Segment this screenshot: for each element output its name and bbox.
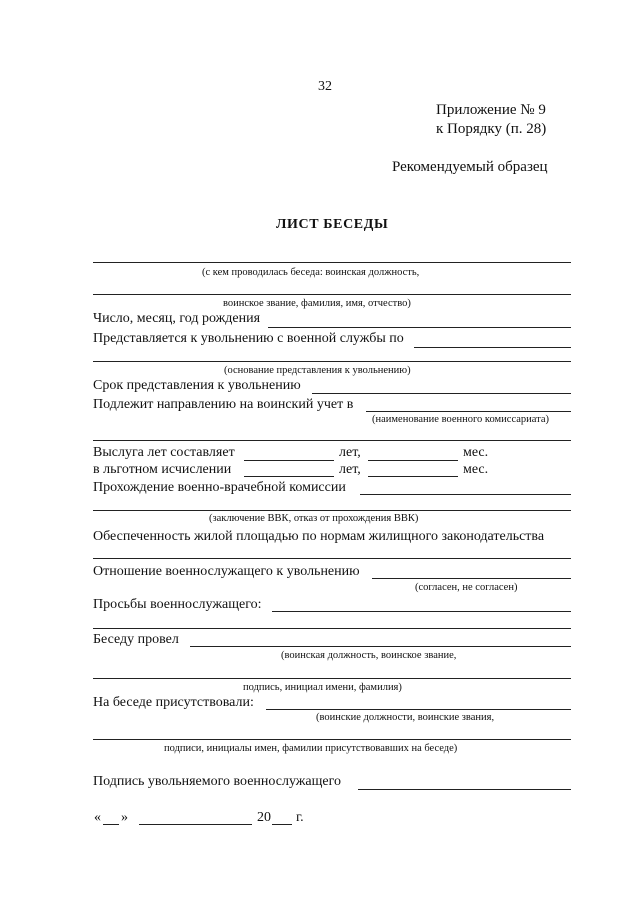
dismissal-term-label: Срок представления к увольнению [93, 378, 301, 393]
service-months-field[interactable] [368, 460, 458, 461]
vvk-line-2[interactable] [93, 510, 571, 511]
agree-caption: (согласен, не согласен) [415, 582, 518, 593]
conducted-by-label: Беседу провел [93, 632, 179, 647]
vvk-label: Прохождение военно-врачебной комиссии [93, 480, 346, 495]
present-sign-line[interactable] [93, 739, 571, 740]
attitude-label: Отношение военнослужащего к увольнению [93, 564, 360, 579]
housing-label: Обеспеченность жилой площадью по нормам жилищного законодательства [93, 529, 545, 544]
month-field[interactable] [139, 824, 252, 825]
requests-field[interactable] [272, 611, 571, 612]
conductor-position-caption: (воинская должность, воинское звание, [281, 650, 457, 661]
appendix-reference: к Порядку (п. 28) [436, 121, 547, 137]
year-prefix: 20 [257, 810, 271, 825]
birth-date-field[interactable] [268, 327, 571, 328]
with-whom-line[interactable] [93, 262, 571, 263]
birth-date-label: Число, месяц, год рождения [93, 311, 261, 326]
signature-field[interactable] [358, 789, 571, 790]
day-field[interactable] [103, 824, 119, 825]
preferential-months-field[interactable] [368, 476, 458, 477]
sample-label: Рекомендуемый образец [392, 159, 548, 175]
service-length-label: Выслуга лет составляет [93, 445, 235, 460]
dismissal-term-field[interactable] [312, 393, 571, 394]
preferential-months-unit: мес. [463, 462, 489, 477]
commissariat-caption: (наименование военного комиссариата) [372, 414, 550, 425]
requests-label: Просьбы военнослужащего: [93, 597, 262, 612]
registration-line-2[interactable] [93, 440, 571, 441]
dismissal-basis-line[interactable] [93, 361, 571, 362]
appendix-number: Приложение № 9 [436, 102, 546, 118]
preferential-label: в льготном исчислении [93, 462, 232, 477]
quote-open: « [94, 810, 101, 825]
service-months-unit: мес. [463, 445, 489, 460]
present-signs-caption: подписи, инициалы имен, фамилии присутствовавших на беседе) [164, 743, 458, 754]
service-years-unit: лет, [339, 445, 361, 460]
conductor-sign-caption: подпись, инициал имени, фамилия) [243, 682, 402, 693]
present-positions-caption: (воинские должности, воинские звания, [316, 712, 495, 723]
conducted-by-field[interactable] [190, 646, 571, 647]
dismissal-label: Представляется к увольнению с военной службы по [93, 331, 404, 346]
present-label: На беседе присутствовали: [93, 695, 254, 710]
with-whom-caption: (с кем проводилась беседа: воинская должность, [202, 267, 420, 278]
requests-line-2[interactable] [93, 628, 571, 629]
basis-caption: (основание представления к увольнению) [224, 365, 411, 376]
rank-name-line[interactable] [93, 294, 571, 295]
page-number: 32 [318, 79, 332, 94]
document-title: ЛИСТ БЕСЕДЫ [276, 217, 389, 232]
service-years-field[interactable] [244, 460, 334, 461]
dismissal-field[interactable] [414, 347, 571, 348]
preferential-years-field[interactable] [244, 476, 334, 477]
year-field[interactable] [272, 824, 292, 825]
year-suffix: г. [296, 810, 304, 825]
housing-line[interactable] [93, 558, 571, 559]
preferential-years-unit: лет, [339, 462, 361, 477]
registration-label: Подлежит направлению на воинский учет в [93, 397, 354, 412]
present-field[interactable] [266, 709, 571, 710]
conductor-sign-line[interactable] [93, 678, 571, 679]
quote-close: » [121, 810, 128, 825]
attitude-field[interactable] [372, 578, 571, 579]
registration-field[interactable] [366, 411, 571, 412]
vvk-field[interactable] [360, 494, 571, 495]
signature-label: Подпись увольняемого военнослужащего [93, 774, 342, 789]
vvk-caption: (заключение ВВК, отказ от прохождения ВВК) [209, 513, 419, 524]
rank-name-caption: воинское звание, фамилия, имя, отчество) [223, 298, 411, 309]
